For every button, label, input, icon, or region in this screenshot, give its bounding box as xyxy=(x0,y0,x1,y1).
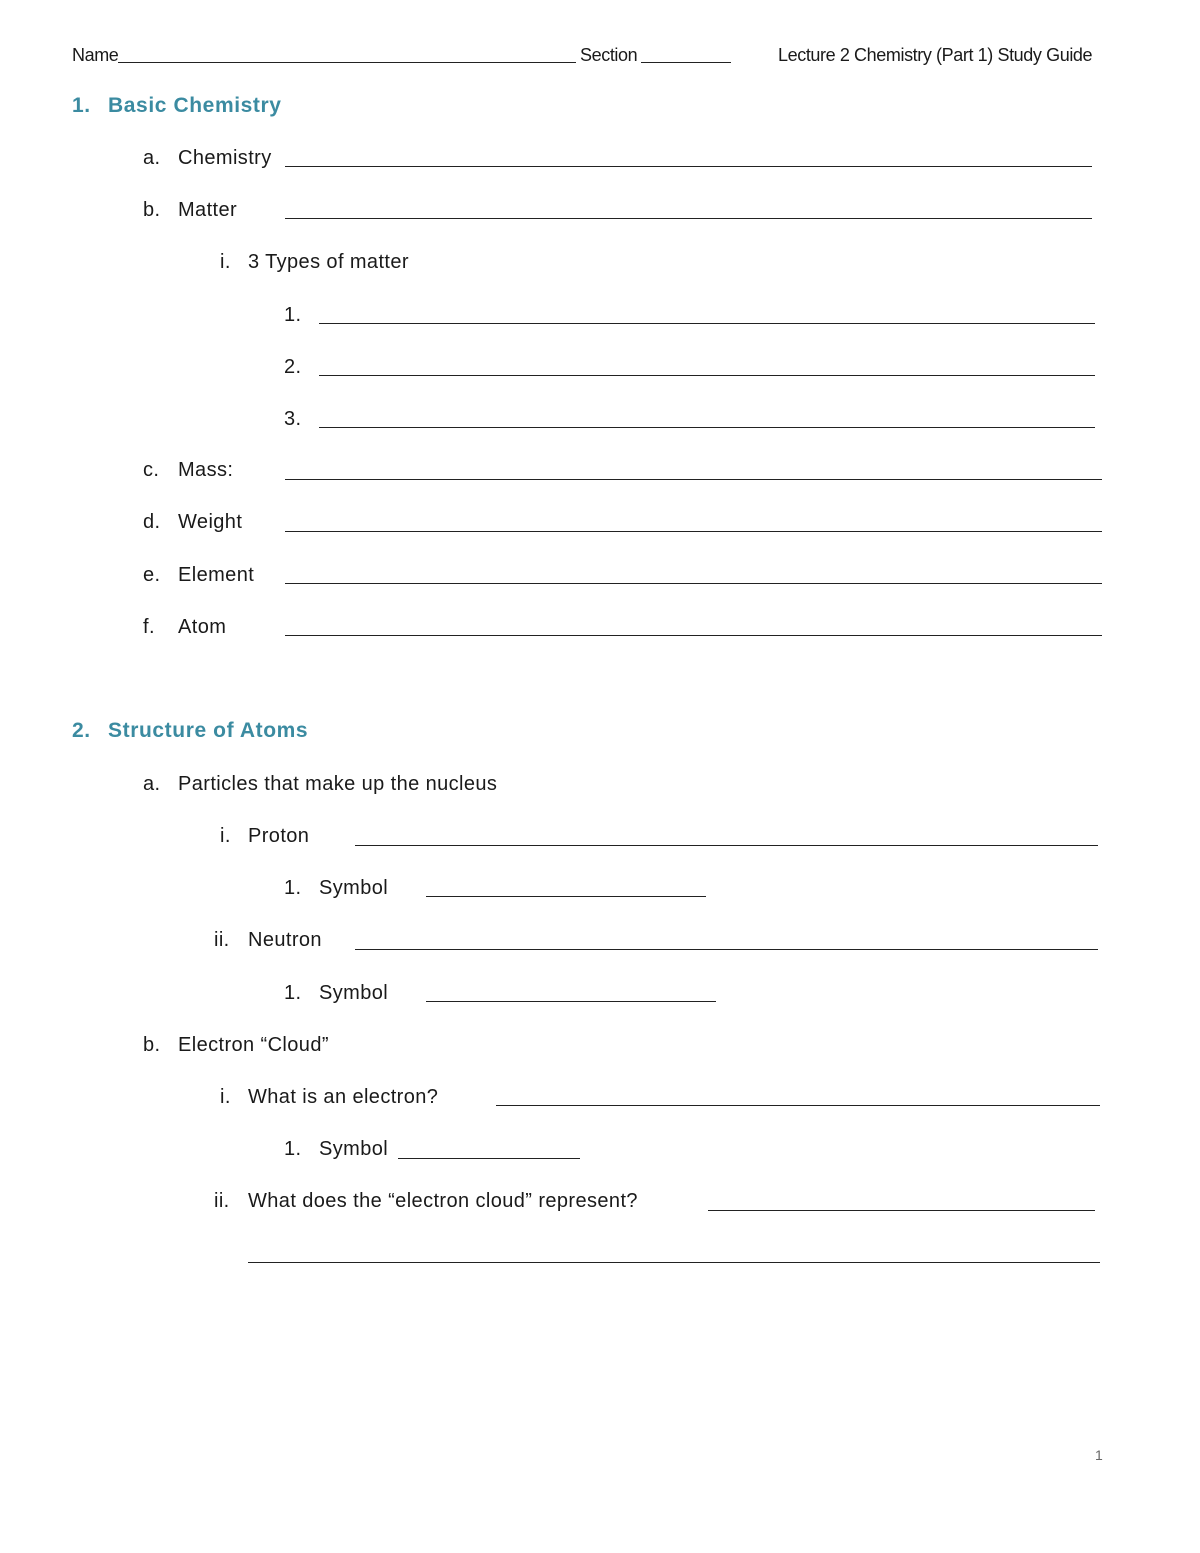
section-2-number: 2. xyxy=(72,719,91,742)
proton-label: Proton xyxy=(248,825,310,847)
electron-question-label: What is an electron? xyxy=(248,1086,439,1108)
item-nucleus-marker: a. xyxy=(143,773,161,795)
matter-answer-line[interactable] xyxy=(285,218,1092,219)
item-atom-label: Atom xyxy=(178,616,227,638)
proton-marker: i. xyxy=(220,825,231,847)
item-weight-marker: d. xyxy=(143,511,161,533)
item-chemistry-marker: a. xyxy=(143,147,161,169)
item-mass-marker: c. xyxy=(143,459,160,481)
section-field[interactable] xyxy=(641,62,731,63)
item-atom-marker: f. xyxy=(143,616,155,638)
neutron-answer-line[interactable] xyxy=(355,949,1098,950)
neutron-symbol-label: Symbol xyxy=(319,982,389,1004)
name-label: Name xyxy=(72,45,119,65)
proton-symbol-marker: 1. xyxy=(284,877,302,899)
electron-symbol-marker: 1. xyxy=(284,1138,302,1160)
electron-question-marker: i. xyxy=(220,1086,231,1108)
proton-symbol-line[interactable] xyxy=(426,896,706,897)
electron-cloud-question-label: What does the “electron cloud” represent? xyxy=(248,1190,638,1212)
matter-type-2-line[interactable] xyxy=(319,375,1095,376)
matter-type-2-marker: 2. xyxy=(284,356,302,378)
electron-cloud-answer-line-1[interactable] xyxy=(708,1210,1095,1211)
neutron-symbol-marker: 1. xyxy=(284,982,302,1004)
name-field[interactable] xyxy=(118,62,576,63)
proton-answer-line[interactable] xyxy=(355,845,1098,846)
matter-type-3-line[interactable] xyxy=(319,427,1095,428)
item-mass-label: Mass: xyxy=(178,459,234,481)
item-weight-label: Weight xyxy=(178,511,243,533)
item-element-label: Element xyxy=(178,564,255,586)
matter-type-3-marker: 3. xyxy=(284,408,302,430)
section-2-title: Structure of Atoms xyxy=(108,719,309,742)
document-title: Lecture 2 Chemistry (Part 1) Study Guide xyxy=(778,45,1093,65)
mass-answer-line[interactable] xyxy=(285,479,1102,480)
electron-symbol-label: Symbol xyxy=(319,1138,389,1160)
matter-type-1-line[interactable] xyxy=(319,323,1095,324)
item-chemistry-label: Chemistry xyxy=(178,147,272,169)
electron-answer-line[interactable] xyxy=(496,1105,1100,1106)
item-element-marker: e. xyxy=(143,564,161,586)
item-matter-label: Matter xyxy=(178,199,238,221)
neutron-label: Neutron xyxy=(248,929,322,951)
types-of-matter-marker: i. xyxy=(220,251,231,273)
electron-cloud-question-marker: ii. xyxy=(214,1190,230,1212)
matter-type-1-marker: 1. xyxy=(284,304,302,326)
weight-answer-line[interactable] xyxy=(285,531,1102,532)
section-1-title: Basic Chemistry xyxy=(108,94,282,117)
types-of-matter-label: 3 Types of matter xyxy=(248,251,409,273)
item-nucleus-label: Particles that make up the nucleus xyxy=(178,773,498,795)
proton-symbol-label: Symbol xyxy=(319,877,389,899)
atom-answer-line[interactable] xyxy=(285,635,1102,636)
neutron-marker: ii. xyxy=(214,929,230,951)
section-label: Section xyxy=(580,45,638,65)
section-1-number: 1. xyxy=(72,94,91,117)
item-electron-cloud-label: Electron “Cloud” xyxy=(178,1034,329,1056)
neutron-symbol-line[interactable] xyxy=(426,1001,716,1002)
electron-symbol-line[interactable] xyxy=(398,1158,580,1159)
item-matter-marker: b. xyxy=(143,199,161,221)
electron-cloud-answer-line-2[interactable] xyxy=(248,1262,1100,1263)
chemistry-answer-line[interactable] xyxy=(285,166,1092,167)
item-electron-cloud-marker: b. xyxy=(143,1034,161,1056)
element-answer-line[interactable] xyxy=(285,583,1102,584)
page-number: 1 xyxy=(1095,1447,1103,1463)
